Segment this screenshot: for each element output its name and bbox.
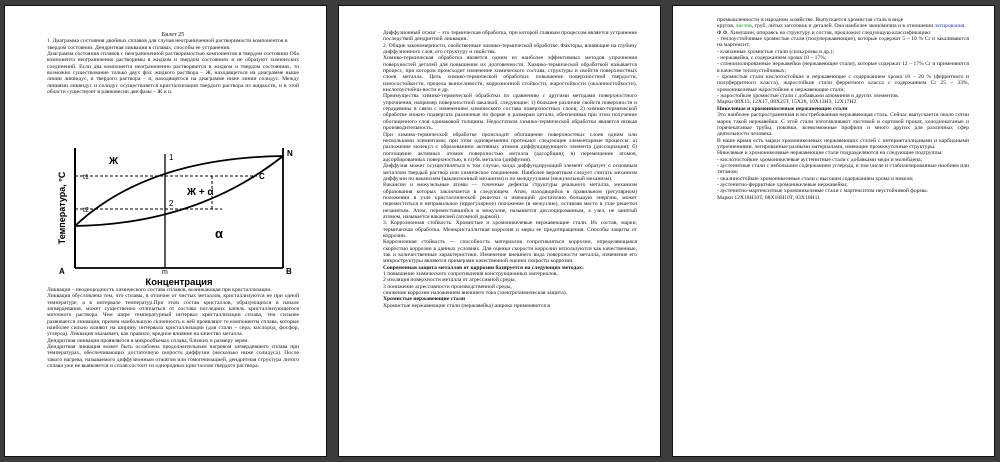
paragraph: Никелевые и хромоникелевые нержавеющие стали подразделяются на следующие подгруппы:	[717, 150, 943, 157]
ticket-title: Билет 25	[161, 32, 185, 38]
list-item: - нержавейка, с содержанием хрома 10 – 17%;	[717, 55, 827, 62]
paragraph: Диффузия может осуществляться в том случае, когда диффундирующий элемент образует с основным металлом твердый раствор или химическое соединение. Наиболее вероятным следует считать механизм диффузии по вакансиям (вакансионный механизм) и по междуузлиям (межузельный механизм).	[383, 163, 637, 182]
solid-region-label: α	[215, 226, 223, 241]
grades-line: Марки 12Х18Н10Т, 08Х18Н10Т, 03Х18Н11	[717, 194, 821, 201]
document-page-1	[4, 5, 327, 457]
list-item: - аустенитные стали с небольшим содержанием углерода, в том числе и стабилизированные ниобием или титаном;	[717, 162, 969, 176]
paragraph: Химико-термическая обработка является одним из наиболее эффективных методов упрочнения поверхностей деталей для повышения их долговечности. Химико-термической обработкой называется процесс, при котором происходит изменение химического состава, структуры и свойств поверхностных слоев металла. Цель химико-термической обработки: повышение поверхностной твердости, износостойкости, предела выносливости, коррозионной стойкости, жаростойкости (окалиностойкости), кислотоустойчи-вости и др.	[383, 55, 637, 94]
paragraph: Коррозионная стойкость — способность материалов сопротивляться коррозии, определяющаяся скоростью коррозии в данных условиях. Для оценки скорости коррозии используются как качественные, так и количественные характеристики. Изменение внешнего вида поверхности металла, изменение его микроструктуры являются примерами качественной оценки скорости коррозии.	[383, 239, 637, 265]
section-heading: Хромистые нержавеющие стали	[383, 296, 466, 303]
question-1-heading: 1. Диаграмма состояния двойных сплавов для случая неограниченной растворимости компонентов в твердом состоянии. Дендритная ликвация в сплавах, способы ее устранения.	[47, 38, 288, 51]
paragraph	[717, 23, 969, 29]
paragraph: Дендритная ликвация может быть ослаблена продолжительным нагревом затвердевшего сплава при температурах, обеспечивающих достаточную скорость диффузии (несколько ниже солидуса). После такого нагрева, называемого диффузионным отжигом или гомогенизацией, дендритная структура литого сплава уже не выявляется и сплав состоит из однородных кристаллов твердого раствора.	[47, 344, 299, 370]
text-span: кругов,	[717, 23, 736, 30]
corner-a-label: A	[59, 267, 65, 276]
highlighted-link[interactable]: листов	[735, 23, 752, 30]
corner-b-label: B	[286, 267, 292, 276]
method-item: 1 повышение химического сопротивления конструкционных материалов,	[383, 271, 558, 278]
paragraph: Дендритная ликвация проявляется в микрообъемах сплава, близких к размеру зерен.	[47, 337, 249, 344]
text-span: , труб, литых заготовок и деталей. Она наиболее экономична и в отношении	[751, 23, 935, 30]
page1-top-text	[47, 32, 299, 95]
highlighted-link[interactable]: легирования	[934, 23, 965, 30]
liquidus-curve	[75, 156, 283, 226]
question-3-heading: 3. Коррозионная стойкость. Хромистые и хромоникелевые нержавеющие стали. Их состав, марки, термическая обработка. Межкристаллитная коррозия и меры ее предотвращения. Способы защиты от коррозии.	[383, 220, 637, 239]
t1-label: t1	[83, 174, 89, 181]
method-item: 2 изоляция поверхности металла от агрессивной среды,	[383, 277, 516, 284]
list-item: - окалиностойкие хромоникелевые стали с высоким содержанием хрома и никеля;	[717, 175, 914, 182]
methods-heading: Современная защита металлов от коррозии базируется на следующих методах:	[383, 264, 584, 271]
paragraph: Ф.Ф. Химушин, опираясь на структуру и состав, предложил следующую классификацию:	[717, 29, 932, 36]
phase-diagram	[47, 146, 307, 288]
t2-label: t2	[83, 207, 89, 214]
list-item: - клапанные хромистые стали (сильхромы и др.);	[717, 48, 834, 55]
y-axis-label: Температура, °C	[57, 171, 67, 245]
list-item: - кислотостойкие хромоникелевые аустенитные стали с добавками меди и молибдена;	[717, 156, 923, 163]
solidus-curve	[75, 156, 283, 226]
paragraph: При химико-термической обработке происходит обогащение поверхностных слоев одним или несколькими элементами; при этом одновременно протекают следующие элементарные процессы: а) разложение молекул с образованием активных атомов диффундирующего элемента (диссоциация); б) поглощение активных атомов поверхностью металла (адсорбция); в) перемещение атомов, адсорбированных поверхностью, в глубь металла (диффузия).	[383, 131, 637, 163]
page1-bottom-text	[47, 287, 299, 369]
point-2-label: 2	[169, 199, 174, 208]
paragraph: Преимущества химико-термической обработки по сравнению с другими методами поверхностного упрочнения, например поверхностной закалкой, следующие: 1) большее различие свойств поверхности и сердцевины в связи с изменением химического состава поверхностных слоев; 2) химико-термической обработке можно подвергать различные по форме и размерам детали, обеспечивая при этом получение обогащенного слоя одинаковой толщины. Недостатком химико-термической обработки является низкая производительность.	[383, 93, 637, 132]
paragraph: Ликвация – неоднородность химического состава сплавов, возникающая при кристаллизации.	[47, 287, 272, 293]
method-item: 3 понижение агрессивности производственной среды,	[383, 283, 512, 290]
list-item: - аустенитно-мартенситные хромоникелевые стали с мартенситом неустойчивой формы.	[717, 188, 929, 195]
text-span: .	[964, 23, 966, 30]
paragraph: Вакансии и межузельные атомы — точечные дефекты структуры реального металла, механизм образования которых заключается в следующем. Атом, находящийся в правильном (регулярном) положении в узле кристаллической решетки и имеющий достаточно большую энергию, может переместиться в неправильное (иррегулярное) положение (в межузлие), оставляя место в узле решетки незанятым. Атом, переместившийся в межузлие, называется дислоцированным, а узел, не занятый атомом, называется вакансией (атомной дыркой).	[383, 182, 637, 220]
list-item: - жаростойкие хромистые стали с добавками алюминия и других элементов.	[717, 93, 900, 100]
m-label: m	[162, 269, 168, 276]
list-item: - теплоустойчивые хромистые стали (полунержавеющие), которые содержат 5 – 10 % Cr и закаливаются на мартенсит;	[717, 36, 969, 49]
list-item: - слоноизолированные нержавейки (нержавеющие стали), которые содержат 12 – 17% Cr и применяются в качестве теплоустойчивых;	[717, 61, 969, 74]
x-axis-label: Концентрация	[145, 277, 213, 288]
point-1-label: 1	[169, 153, 174, 162]
page3-text	[717, 17, 969, 201]
document-page-3	[672, 5, 995, 457]
list-item: - аустенитно-ферритные хромоникелевые нержавейки;	[717, 181, 848, 188]
paragraph: В наше время есть марки хромоникелевых нержавеющих сталей с интерметаллидными и карбидными упрочнениями, легированные разными материалами, имеющие промежуточные структуры.	[717, 137, 969, 150]
paragraph: Ликвация обусловлена тем, что сплавы, в отличие от чистых металлов, кристаллизуются не при одной температуре, а в интервале температур.При этом состав кристаллов, образующихся в начале затвердевания, может существенно отличаться от состава последних капель кристаллизующегося маточного раствора. Чем шире температурный интервал кристаллизации сплава, тем сильнее развивается ликвация, причем наибольшую склонность к ней проявляют те компоненты сплава, которые наиболее сильно влияют на ширину интервала кристаллизации (для стали – сера, кислород, фосфор, углерод). Ликвация оказывает, как правило, вредное влияние на качество металла.	[47, 293, 299, 338]
point-c-label: C	[259, 172, 265, 181]
paragraph: промышленности и народном хозяйстве. Выпускается хромистая сталь в виде	[717, 17, 904, 23]
grades-line: Марки 08Х13, 12Х17, 08Х25Т, 15Х28, 10Х13Н3, 12Х17Н2	[717, 99, 857, 106]
liquid-region-label: Ж	[109, 156, 119, 167]
method-item: снижение коррозии наложением внешнего тока (электрохимическая защита).	[383, 290, 568, 297]
paragraph: Хромистые нержавеющие стали (нержавейка) широко применяются в	[383, 302, 550, 309]
paragraph: Это наиболее распространенная и востребованная нержавеющая сталь. Сейчас выпускается около сотни марок такой нержавейки. С этой стали изготавливают листовой и сортовой прокат, холоднокатаные и горячекатаные трубы, поковки, всевозможные профили и много других для различных сфер деятельности человека.	[717, 112, 969, 138]
page2-text	[383, 30, 637, 309]
question-2-heading: 2. Общие закономерности, свойственные химико-термической обработке. Факторы, влияющие на глубину диффузионного слоя, его структуру и свойства.	[383, 42, 637, 56]
point-n-label: N	[287, 149, 293, 158]
document-page-2	[338, 5, 661, 457]
list-item: - хромистые стали кислотостойкие и нержавеющие с содержанием хрома 16 – 20 % (ферритного и полуферритного класса), жаростойкие стали ферритного класса с содержанием Cr 25 – 33%, хромоникелевые жаростойкие и нержавеющие стали;	[717, 74, 969, 93]
two-phase-region-label: Ж + α	[187, 187, 214, 198]
section-heading: Никелевые и хромоникелевые нержавеющие стали	[717, 105, 848, 112]
paragraph: Диаграмма состояния сплавов с неограниченной растворимостью компонентов в твердом состоянии Оба компонента неограниченно растворимы в жидком и твердом состояниях и не образуют химических соединений. Если два компонента неограниченно растворяются в жидком и твердом состояниях, то возможно существование только двух фаз: жидкого раствора – Ж, находящегося на диаграмме выше линии ликвидус, и твердого раствора – α, находящегося на диаграмме ниже линии солидус. Между линиями ликвидус и солидус осуществляется кристаллизация твердого раствора из жидкости, и в этой области существуют в равновесии две фазы – Ж и α.	[47, 51, 299, 96]
paragraph: Диффузионный отжиг – это термическая обработка, при которой главным процессом является устранение последствий дендритной ликвации.	[383, 30, 637, 43]
